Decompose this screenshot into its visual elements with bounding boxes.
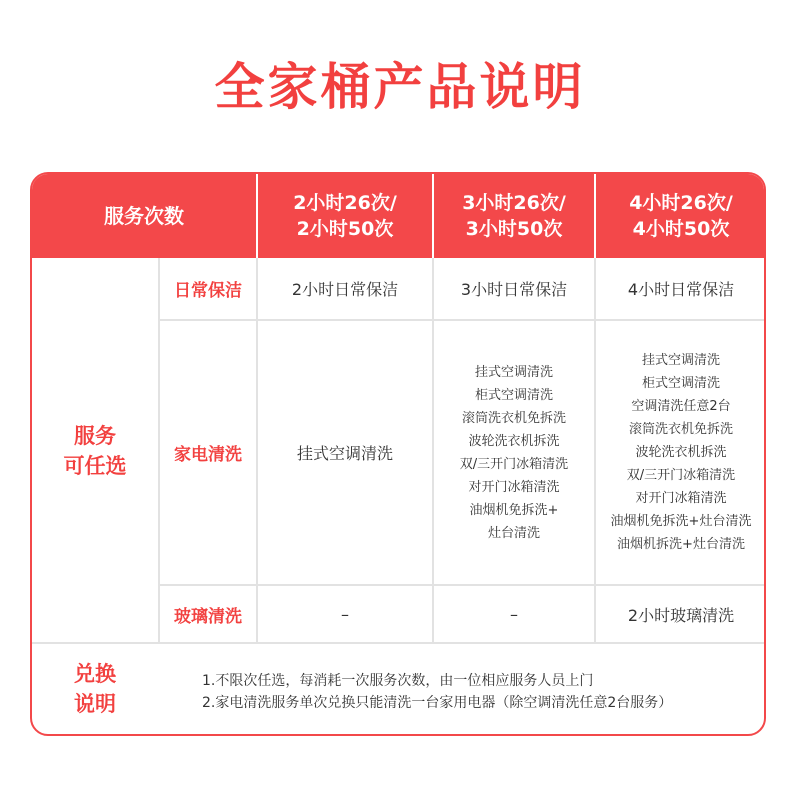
- appliance-cleaning-2h: [258, 321, 432, 584]
- appliance-cleaning-3h: [434, 321, 594, 584]
- glass-cleaning-2h-text: –: [341, 604, 349, 624]
- row-label-appliance-cleaning-text: 家电清洗: [174, 445, 242, 465]
- header-divider: [594, 174, 596, 258]
- appliance-cleaning-2h-text: 挂式空调清洗: [296, 444, 393, 463]
- list-item: 对开门冰箱清洗: [468, 479, 560, 495]
- header-col-3h: [434, 174, 594, 258]
- header-col-3h-line1: 3小时26次/: [462, 192, 566, 214]
- list-item: 波轮洗衣机拆洗: [468, 433, 560, 449]
- header-col-2h-line2: 2小时50次: [296, 218, 394, 240]
- header-divider: [432, 174, 434, 258]
- list-item: 滚筒洗衣机免拆洗: [628, 422, 733, 437]
- glass-cleaning-3h-text: –: [510, 604, 518, 624]
- exchange-note-1: 1.不限次任选，每消耗一次服务次数，由一位相应服务人员上门: [202, 673, 594, 689]
- list-item: 油烟机拆洗+灶台清洗: [617, 537, 745, 552]
- row-label-glass-cleaning: [160, 586, 256, 642]
- appliance-list-3h: [460, 361, 568, 545]
- exchange-label-line2: 说明: [74, 692, 116, 716]
- page-title: 全家桶产品说明: [214, 58, 586, 116]
- row-label-appliance-cleaning: [160, 321, 256, 584]
- section-label-line1: 服务: [74, 424, 116, 448]
- list-item: 柜式空调清洗: [474, 387, 553, 403]
- header-col-2h: [258, 174, 432, 258]
- row-label-daily-cleaning-text: 日常保洁: [174, 281, 242, 301]
- list-item: 灶台清洗: [487, 525, 540, 541]
- header-col-4h-line2: 4小时50次: [632, 218, 730, 240]
- list-item: 双/三开门冰箱清洗: [626, 468, 736, 483]
- exchange-notes: [202, 670, 672, 714]
- glass-cleaning-3h: [434, 586, 594, 642]
- daily-cleaning-4h: [596, 258, 766, 319]
- list-item: 油烟机免拆洗+灶台清洗: [610, 514, 752, 529]
- exchange-label: [32, 644, 158, 734]
- header-col-2h-line1: 2小时26次/: [293, 192, 397, 214]
- glass-cleaning-4h: [596, 586, 766, 642]
- daily-cleaning-2h: [258, 258, 432, 319]
- list-item: 油烟机免拆洗+: [469, 502, 559, 518]
- header-col-4h-line1: 4小时26次/: [629, 192, 733, 214]
- daily-cleaning-3h: [434, 258, 594, 319]
- glass-cleaning-4h-text: 2小时玻璃清洗: [627, 605, 735, 625]
- daily-cleaning-3h-text: 3小时日常保洁: [460, 280, 568, 299]
- header-col-3h-line2: 3小时50次: [465, 218, 563, 240]
- exchange-note-2: 2.家电清洗服务单次兑换只能清洗一台家用电器（除空调清洗任意2台服务）: [202, 695, 673, 711]
- header-service-count: [32, 174, 256, 258]
- list-item: 空调清洗任意2台: [631, 399, 731, 414]
- row-label-glass-cleaning-text: 玻璃清洗: [174, 606, 242, 627]
- daily-cleaning-2h-text: 2小时日常保洁: [291, 280, 399, 299]
- section-label-line2: 可任选: [63, 454, 127, 478]
- glass-cleaning-2h: [258, 586, 432, 642]
- list-item: 挂式空调清洗: [641, 353, 720, 368]
- header-col-4h: [596, 174, 766, 258]
- row-label-daily-cleaning: [160, 258, 256, 319]
- appliance-list-4h: [611, 349, 752, 556]
- list-item: 波轮洗衣机拆洗: [635, 445, 727, 460]
- daily-cleaning-4h-text: 4小时日常保洁: [627, 280, 735, 299]
- product-table: [30, 172, 766, 736]
- list-item: 挂式空调清洗: [474, 364, 553, 380]
- appliance-cleaning-4h: [596, 321, 766, 584]
- header-divider: [256, 174, 258, 258]
- list-item: 对开门冰箱清洗: [635, 491, 727, 506]
- header-service-count-label: 服务次数: [104, 204, 184, 228]
- list-item: 双/三开门冰箱清洗: [459, 456, 569, 472]
- list-item: 滚筒洗衣机免拆洗: [461, 410, 566, 426]
- list-item: 柜式空调清洗: [641, 376, 720, 391]
- exchange-label-line1: 兑换: [74, 662, 116, 686]
- section-label-optional: [32, 258, 158, 644]
